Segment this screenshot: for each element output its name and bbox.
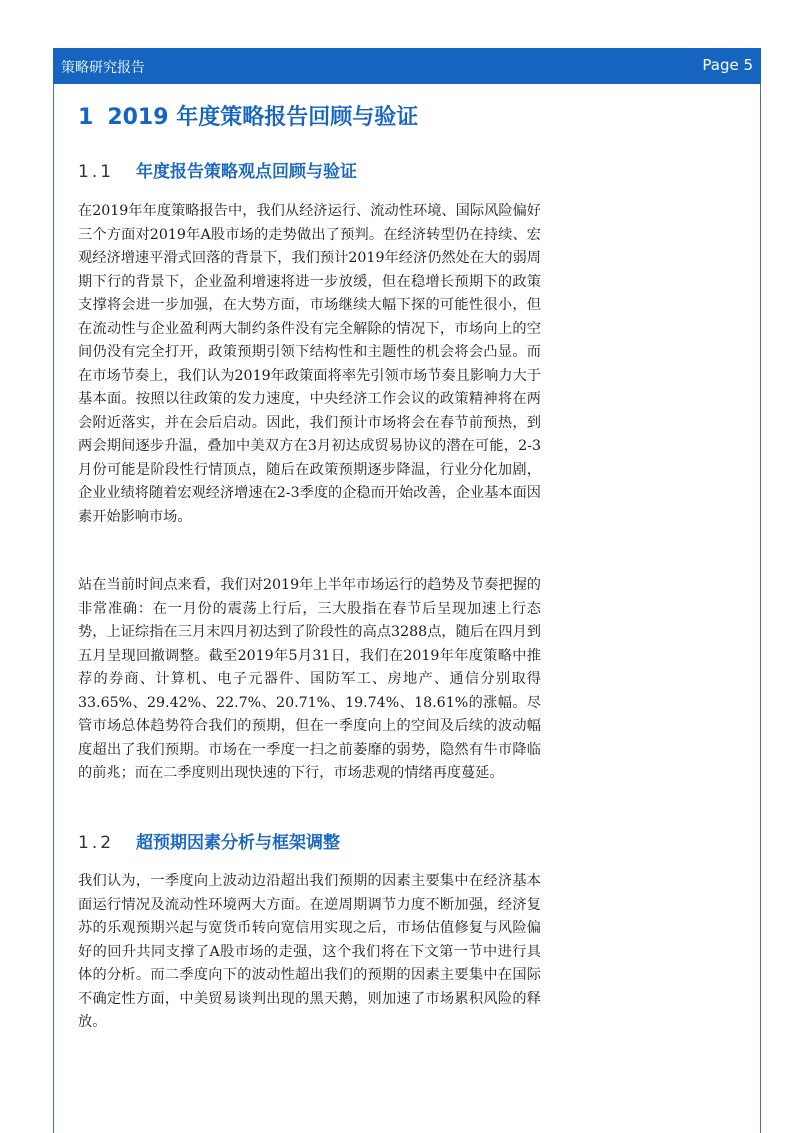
subsection-title: 年度报告策略观点回顾与验证 [136, 162, 358, 182]
paragraph-1: 在2019年年度策略报告中，我们从经济运行、流动性环境、国际风险偏好三个方面对2019年A股市场的走势做出了预判。在经济转型仍在持续、宏观经济增速平滑式回落的背景下，我们预计2019年经济仍然处在大的弱周期下行的背景下，企业盈利增速将进一步放缓，但在稳增长预期下的政策支撑将会进一步加强，在大势方面，市场继续大幅下探的可能性很小，但在流动性与企业盈利两大制约条件没有完全解除的情况下，市场向上的空间仍没有完全打开，政策预期引领下结构性和主题性的机会将会凸显。而在市场节奏上，我们认为2019年政策面将率先引领市场节奏且影响力大于基本面。按照以往政策的发力速度，中央经济工作会议的政策精神将在两会附近落实，并在会后启动。因此，我们预计市场将会在春节前预热，到两会期间逐步升温，叠加中美双方在3月初达成贸易协议的潜在可能，2-3月份可能是阶段性行情顶点，随后在政策预期逐步降温，行业分化加剧，企业业绩将随着宏观经济增速在2-3季度的企稳而开始改善，企业基本面因素开始影响市场。 [78, 203, 541, 525]
report-header [53, 48, 761, 84]
subsection-heading-1-2 [78, 828, 340, 853]
report-title: 策略研究报告 [61, 60, 145, 76]
page-number: Page 5 [702, 56, 753, 74]
paragraph-3: 我们认为，一季度向上波动边沿超出我们预期的因素主要集中在经济基本面运行情况及流动性环境两大方面。在逆周期调节力度不断加强，经济复苏的乐观预期兴起与宽货币转向宽信用实现之后，市场估值修复与风险偏好的回升共同支撑了A股市场的走强，这个我们将在下文第一节中进行具体的分析。而二季度向下的波动性超出我们的预期的因素主要集中在国际不确定性方面，中美贸易谈判出现的黑天鹅，则加速了市场累积风险的释放。 [78, 873, 541, 1030]
section-title: 2019 年度策略报告回顾与验证 [107, 105, 419, 130]
subsection-heading-1-1 [78, 157, 357, 182]
section-heading-1 [78, 100, 418, 131]
subsection-title: 超预期因素分析与框架调整 [136, 833, 341, 853]
subsection-number: 1.1 [78, 162, 115, 182]
subsection-number: 1.2 [78, 833, 115, 853]
paragraph-2: 站在当前时间点来看，我们对2019年上半年市场运行的趋势及节奏把握的非常准确：在一月份的震荡上行后，三大股指在春节后呈现加速上行态势，上证综指在三月末四月初达到了阶段性的高点3288点，随后在四月到五月呈现回撤调整。截至2019年5月31日，我们在2019年年度策略中推荐的券商、计算机、电子元器件、国防军工、房地产、通信分别取得33.65%、29.42%、22.7%、20.71%、19.74%、18.61%的涨幅。尽管市场总体趋势符合我们的预期，但在一季度向上的空间及后续的波动幅度超出了我们预期。市场在一季度一扫之前萎靡的弱势，隐然有牛市降临的前兆；而在二季度则出现快速的下行，市场悲观的情绪再度蔓延。 [78, 577, 541, 781]
section-number: 1 [78, 105, 94, 130]
